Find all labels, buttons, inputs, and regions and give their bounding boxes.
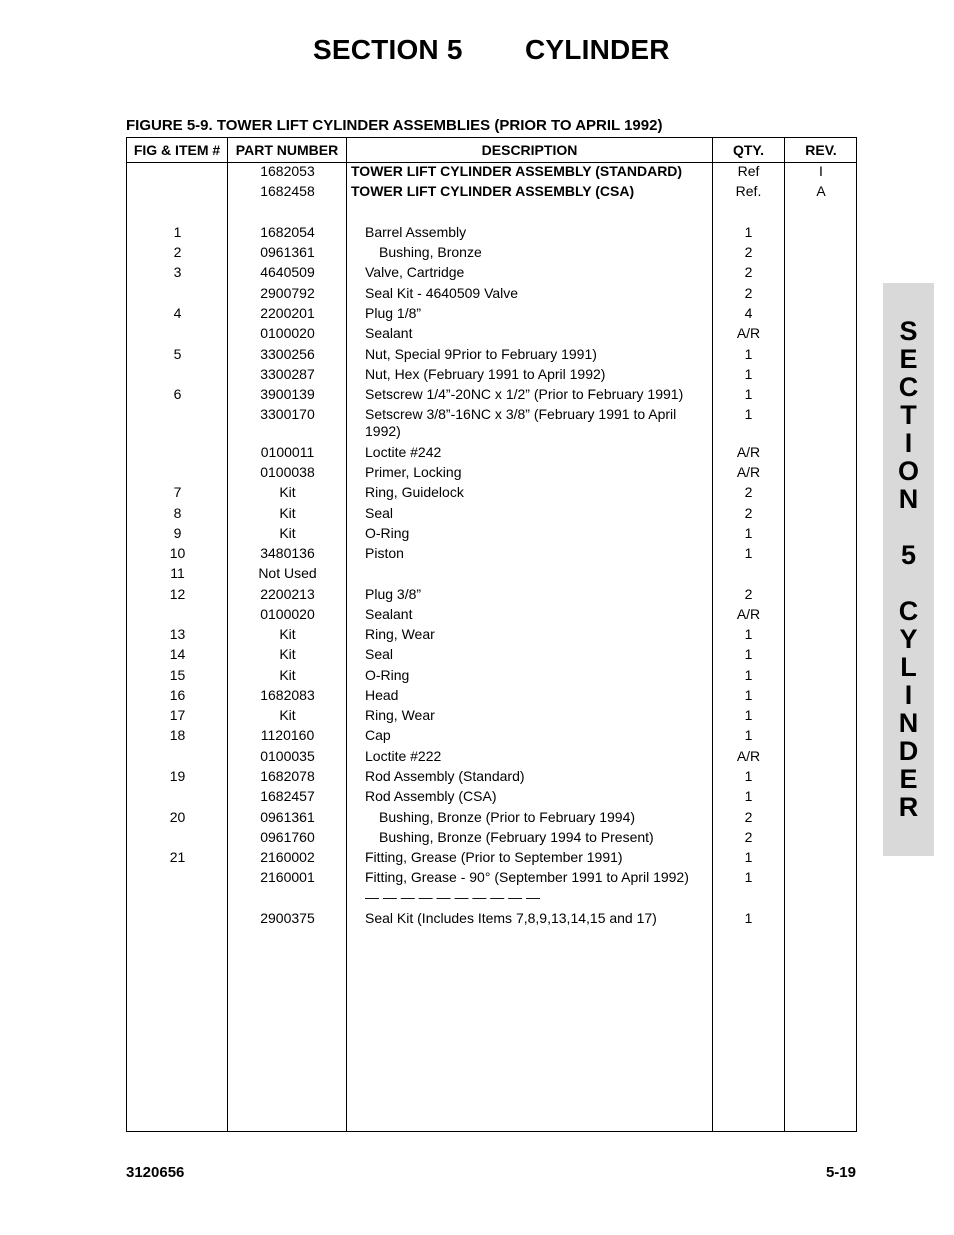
column-divider — [784, 138, 785, 1131]
qty-cell: 4 — [744, 305, 753, 321]
qty-cell: 1 — [744, 386, 753, 402]
column-header-part: PART NUMBER — [235, 142, 339, 158]
side-tab-letter: C — [898, 596, 919, 626]
side-tab-letter — [883, 513, 934, 541]
qty-cell: A/R — [736, 464, 761, 480]
part-number-cell: 1682078 — [260, 768, 315, 784]
qty-cell: 1 — [744, 626, 753, 642]
description-cell: Seal Kit - 4640509 Valve — [365, 285, 519, 301]
qty-cell: 2 — [744, 484, 753, 500]
description-cell: Valve, Cartridge — [365, 264, 465, 280]
fig-item-cell: 16 — [169, 687, 186, 703]
part-number-cell: 1120160 — [260, 727, 315, 743]
qty-cell: A/R — [736, 444, 761, 460]
fig-item-cell: 15 — [169, 667, 186, 683]
part-number-cell: 4640509 — [260, 264, 315, 280]
qty-cell: 1 — [744, 768, 753, 784]
fig-item-cell: 9 — [173, 525, 182, 541]
description-cell: Rod Assembly (Standard) — [365, 768, 525, 784]
description-cell: Plug 3/8” — [365, 586, 422, 602]
description-cell: O-Ring — [365, 667, 410, 683]
part-number-cell: 0100020 — [260, 606, 315, 622]
qty-cell: 1 — [744, 788, 753, 804]
part-number-cell: 0100011 — [260, 444, 315, 460]
qty-cell: 1 — [744, 646, 753, 662]
description-cell: Sealant — [365, 606, 413, 622]
side-tab-letter: N — [898, 484, 919, 514]
part-number-cell: 1682083 — [260, 687, 315, 703]
fig-item-cell: 19 — [169, 768, 186, 784]
description-cell: Piston — [365, 545, 404, 561]
qty-cell: 2 — [744, 244, 753, 260]
part-number-cell: Kit — [279, 505, 296, 521]
description-cell: Sealant — [365, 325, 413, 341]
side-tab-letter — [883, 569, 934, 597]
side-tab-letter: E — [899, 344, 918, 374]
part-number-cell: Kit — [279, 646, 296, 662]
rev-cell: I — [819, 163, 823, 179]
fig-item-cell: 18 — [169, 727, 186, 743]
part-number-cell: 2900375 — [260, 910, 315, 926]
part-number-cell: 3300170 — [260, 406, 315, 422]
description-cell: Loctite #242 — [365, 444, 442, 460]
part-number-cell: Kit — [279, 667, 296, 683]
section-side-tab — [883, 283, 934, 856]
qty-cell: 1 — [744, 727, 753, 743]
fig-item-cell: 17 — [169, 707, 186, 723]
part-number-cell: 0100038 — [260, 464, 315, 480]
description-cell: Bushing, Bronze — [379, 244, 482, 260]
description-cell: TOWER LIFT CYLINDER ASSEMBLY (STANDARD) — [351, 163, 683, 179]
qty-cell: 2 — [744, 505, 753, 521]
side-tab-letter: E — [899, 764, 918, 794]
qty-cell: Ref — [737, 163, 760, 179]
column-header-qty: QTY. — [732, 142, 765, 158]
qty-cell: 1 — [744, 224, 753, 240]
qty-cell: Ref. — [735, 183, 762, 199]
section-title: CYLINDER — [525, 34, 670, 65]
qty-cell: 1 — [744, 525, 753, 541]
figure-title: FIGURE 5-9. TOWER LIFT CYLINDER ASSEMBLIES (PRIOR TO APRIL 1992) — [126, 117, 663, 134]
description-cell: Fitting, Grease - 90° (September 1991 to April 1992) — [365, 869, 689, 885]
fig-item-cell: 2 — [173, 244, 182, 260]
column-header-fig: FIG & ITEM # — [133, 142, 221, 158]
description-cell: Plug 1/8” — [365, 305, 422, 321]
description-cell: Setscrew 1/4”-20NC x 1/2” (Prior to February 1991) — [365, 386, 684, 402]
description-cell: TOWER LIFT CYLINDER ASSEMBLY (CSA) — [351, 183, 635, 199]
part-number-cell: 0961361 — [260, 809, 315, 825]
description-cell: Head — [365, 687, 399, 703]
fig-item-cell: 11 — [170, 565, 185, 581]
part-number-cell: Not Used — [258, 565, 317, 581]
fig-item-cell: 1 — [173, 224, 182, 240]
part-number-cell: 1682458 — [260, 183, 315, 199]
qty-cell: 1 — [744, 366, 753, 382]
side-tab-letter: S — [899, 316, 918, 346]
part-number-cell: Kit — [279, 626, 296, 642]
description-cell: Seal Kit (Includes Items 7,8,9,13,14,15 and 17) — [365, 910, 657, 926]
qty-cell: 1 — [744, 869, 753, 885]
part-number-cell: 1682053 — [260, 163, 315, 179]
description-cell: Setscrew 3/8”-16NC x 3/8” (February 1991 to April 1992) — [365, 406, 677, 439]
description-cell: Seal — [365, 505, 394, 521]
qty-cell: 1 — [744, 687, 753, 703]
description-cell: Seal — [365, 646, 394, 662]
description-cell: Nut, Hex (February 1991 to April 1992) — [365, 366, 606, 382]
qty-cell: 2 — [744, 285, 753, 301]
parts-table — [126, 137, 857, 1132]
description-cell: Nut, Special 9Prior to February 1991) — [365, 346, 597, 362]
description-cell: Bushing, Bronze (February 1994 to Present) — [379, 829, 654, 845]
fig-item-cell: 6 — [173, 386, 182, 402]
page-number: 5-19 — [825, 1164, 856, 1181]
column-header-rev: REV. — [805, 142, 837, 158]
side-tab-letter: T — [900, 400, 917, 430]
side-tab-letter: 5 — [900, 540, 917, 570]
qty-cell: 1 — [744, 545, 753, 561]
side-tab-letter: D — [898, 736, 919, 766]
description-cell: Ring, Guidelock — [365, 484, 464, 500]
qty-cell: A/R — [736, 748, 761, 764]
document-number: 3120656 — [126, 1164, 185, 1181]
fig-item-cell: 12 — [169, 586, 186, 602]
part-number-cell: 0961361 — [260, 244, 315, 260]
description-cell: Loctite #222 — [365, 748, 442, 764]
description-cell: Ring, Wear — [365, 626, 435, 642]
part-number-cell: 3300287 — [260, 366, 315, 382]
part-number-cell: Kit — [279, 707, 296, 723]
description-cell: Ring, Wear — [365, 707, 435, 723]
side-tab-letter: R — [898, 792, 919, 822]
side-tab-letter: O — [897, 456, 919, 486]
part-number-cell: 0961760 — [260, 829, 315, 845]
fig-item-cell: 8 — [173, 505, 182, 521]
fig-item-cell: 5 — [173, 346, 182, 362]
side-tab-letter: I — [904, 428, 913, 458]
qty-cell: 1 — [744, 910, 753, 926]
side-tab-letter: I — [904, 680, 913, 710]
fig-item-cell: 14 — [169, 646, 186, 662]
fig-item-cell: 10 — [169, 545, 186, 561]
side-tab-letter: L — [900, 652, 917, 682]
description-cell: Rod Assembly (CSA) — [365, 788, 497, 804]
description-cell: Primer, Locking — [365, 464, 462, 480]
part-number-cell: 2900792 — [260, 285, 315, 301]
side-tab-letter: C — [898, 372, 919, 402]
part-number-cell: 2200201 — [260, 305, 315, 321]
part-number-cell: 3900139 — [260, 386, 315, 402]
qty-cell: 2 — [744, 586, 753, 602]
side-tab-letter: N — [898, 708, 919, 738]
column-header-description: DESCRIPTION — [481, 142, 578, 158]
qty-cell: 1 — [744, 346, 753, 362]
fig-item-cell: 21 — [169, 849, 186, 865]
part-number-cell: 0100020 — [260, 325, 315, 341]
description-cell: Fitting, Grease (Prior to September 1991) — [365, 849, 623, 865]
qty-cell: 2 — [744, 264, 753, 280]
description-cell: Bushing, Bronze (Prior to February 1994) — [379, 809, 636, 825]
qty-cell: 1 — [744, 707, 753, 723]
part-number-cell: 2200213 — [260, 586, 315, 602]
fig-item-cell: 13 — [169, 626, 186, 642]
description-cell: O-Ring — [365, 525, 410, 541]
part-number-cell: 1682054 — [260, 224, 315, 240]
rev-cell: A — [816, 183, 826, 199]
fig-item-cell: 7 — [173, 484, 182, 500]
part-number-cell: 1682457 — [260, 788, 315, 804]
part-number-cell: Kit — [279, 525, 296, 541]
description-cell: Barrel Assembly — [365, 224, 467, 240]
qty-cell: A/R — [736, 325, 761, 341]
side-tab-letter: Y — [899, 624, 918, 654]
qty-cell: A/R — [736, 606, 761, 622]
fig-item-cell: 20 — [169, 809, 186, 825]
qty-cell: 1 — [744, 667, 753, 683]
description-cell: Cap — [365, 727, 391, 743]
part-number-cell: Kit — [279, 484, 296, 500]
part-number-cell: 0100035 — [260, 748, 315, 764]
qty-cell: 2 — [744, 809, 753, 825]
side-tab-label — [883, 317, 934, 821]
description-cell: — — — — — — — — — — — [365, 889, 541, 905]
qty-cell: 1 — [744, 849, 753, 865]
part-number-cell: 3480136 — [260, 545, 315, 561]
fig-item-cell: 4 — [173, 305, 182, 321]
part-number-cell: 2160002 — [260, 849, 315, 865]
section-number: SECTION 5 — [313, 34, 463, 65]
qty-cell: 2 — [744, 829, 753, 845]
fig-item-cell: 3 — [173, 264, 182, 280]
part-number-cell: 3300256 — [260, 346, 315, 362]
qty-cell: 1 — [744, 406, 753, 422]
part-number-cell: 2160001 — [260, 869, 315, 885]
